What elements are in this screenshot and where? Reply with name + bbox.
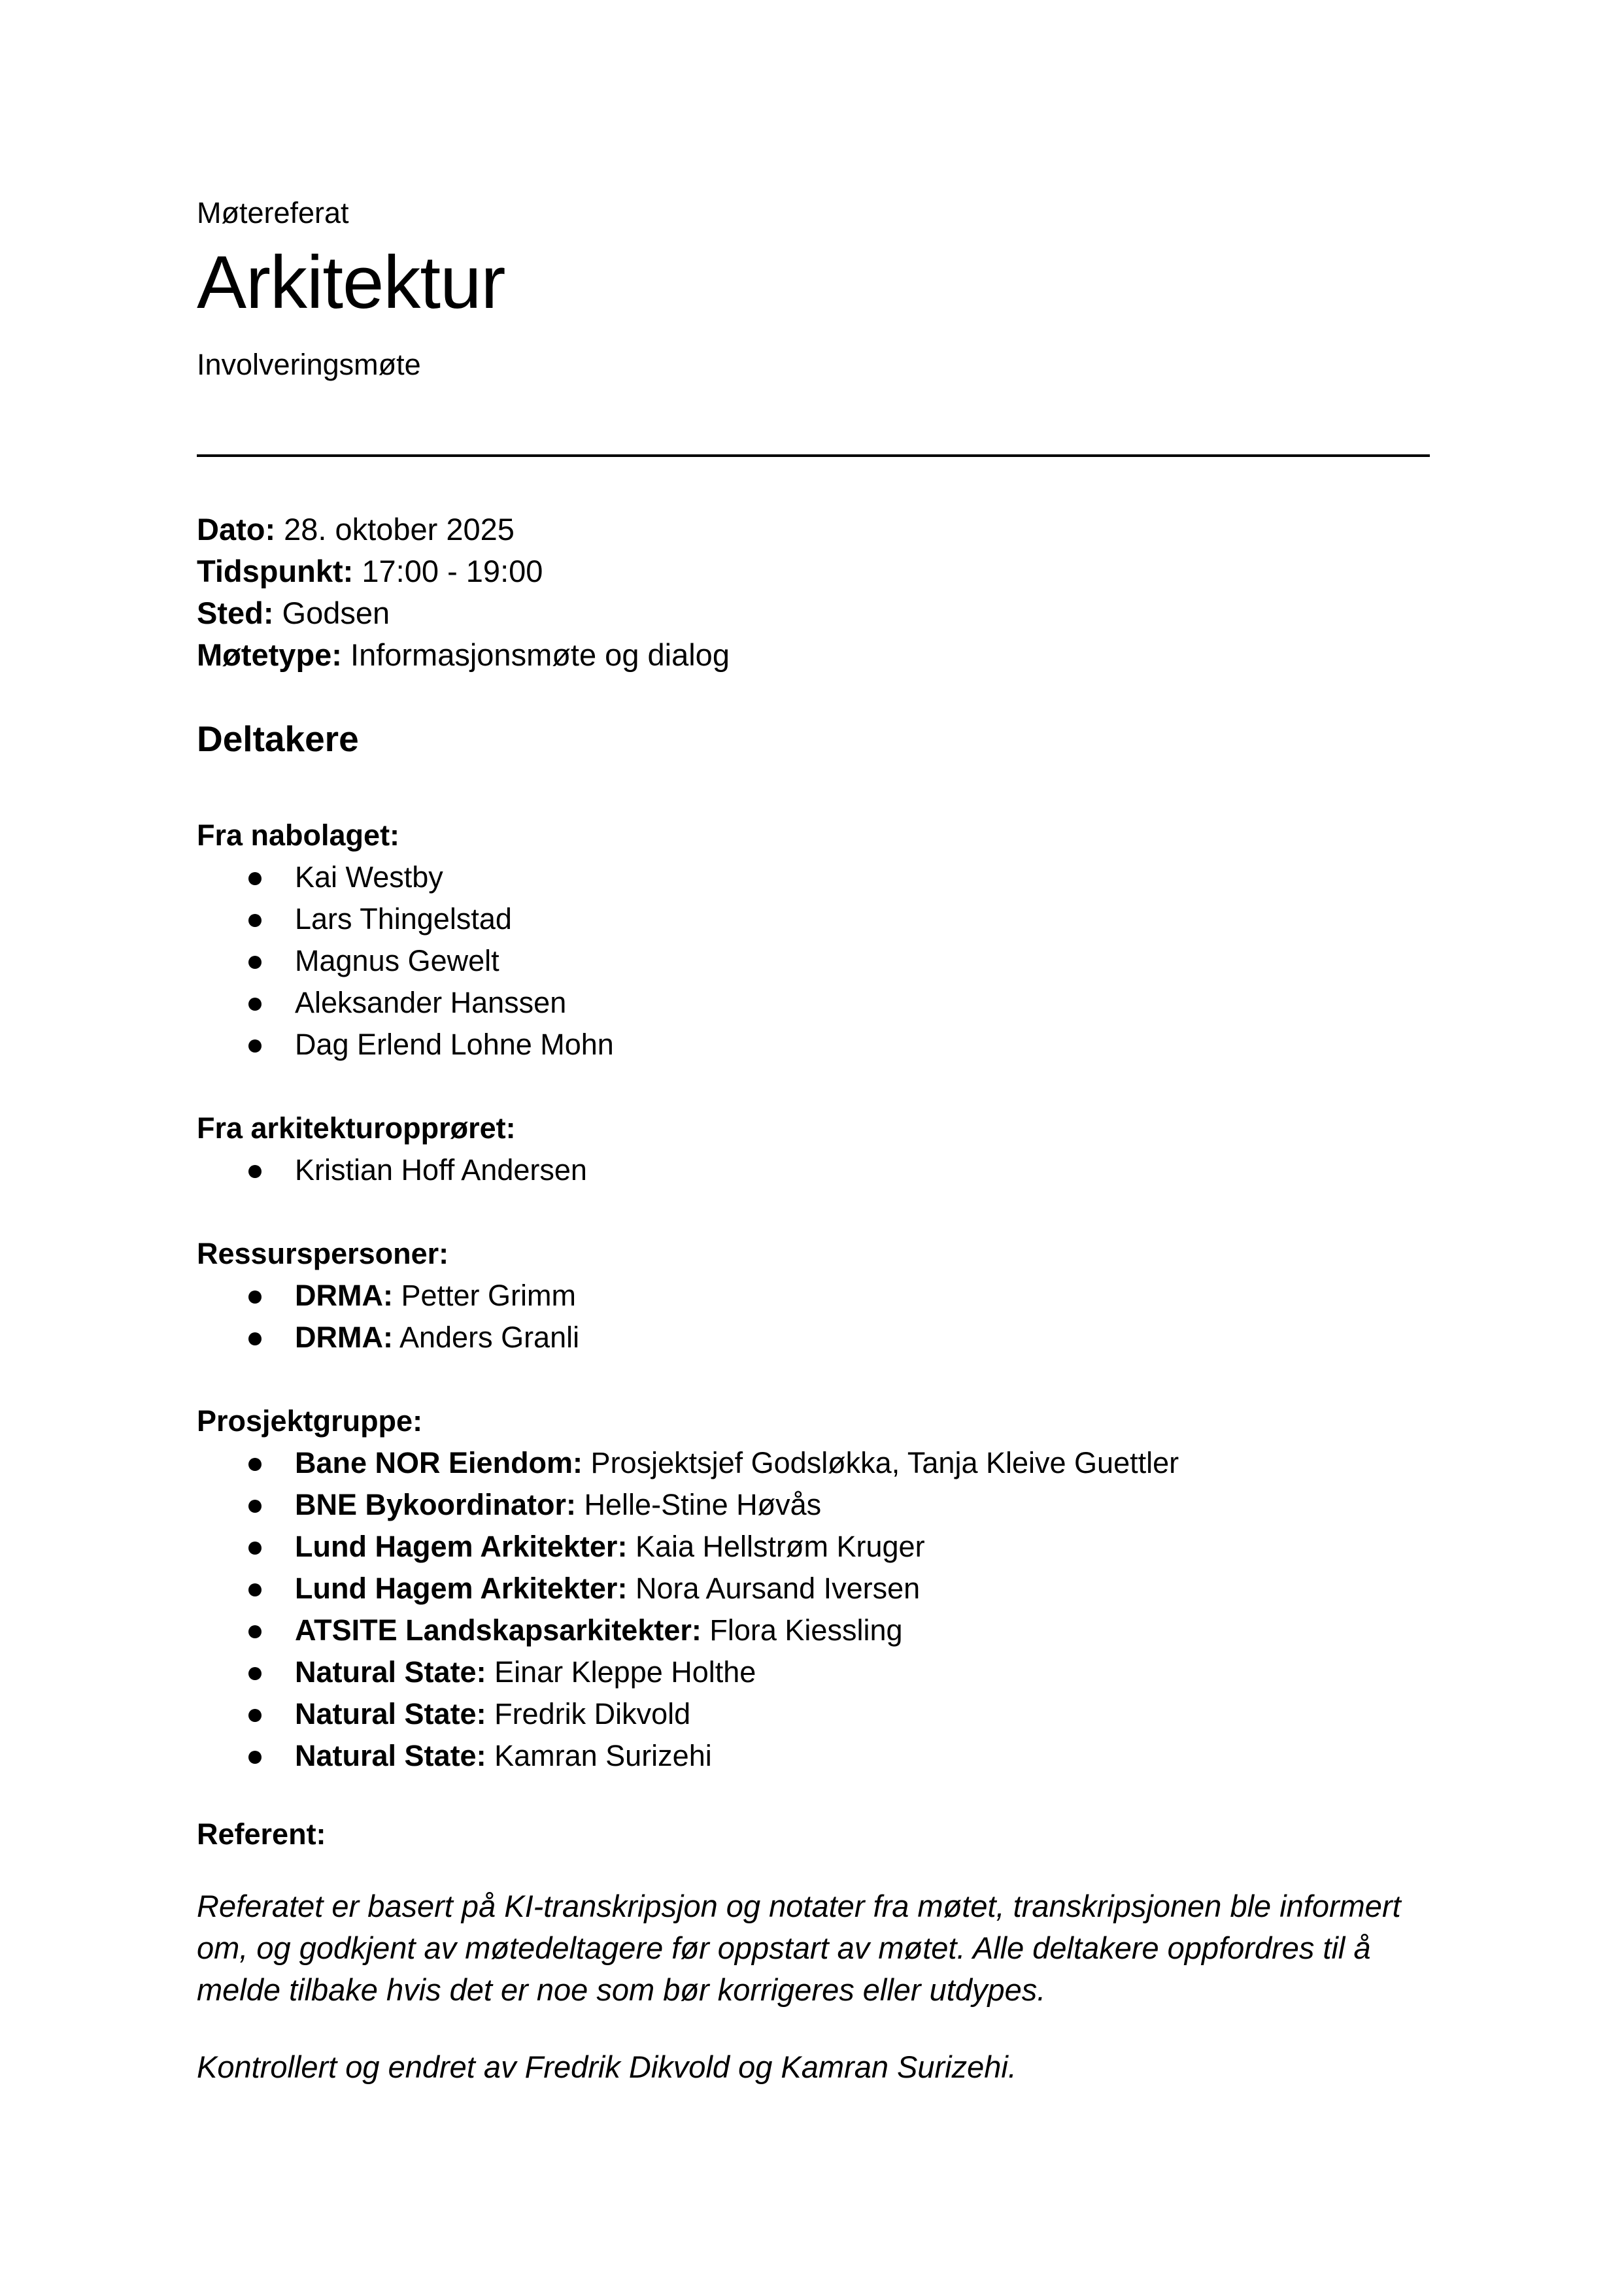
group-heading: Fra nabolaget: xyxy=(197,818,400,852)
meta-value: Godsen xyxy=(273,596,390,630)
meta-date xyxy=(197,509,730,550)
group-project-team xyxy=(197,1400,1179,1777)
meta-value: 28. oktober 2025 xyxy=(275,512,515,547)
list-item: Natural State: Einar Kleppe Holthe xyxy=(197,1651,1179,1693)
bullet-icon xyxy=(248,1165,262,1178)
bullet-icon xyxy=(248,1039,262,1053)
group-resource-persons xyxy=(197,1233,579,1358)
group-heading: Prosjektgruppe: xyxy=(197,1404,423,1438)
bullet-icon xyxy=(248,872,262,885)
bullet-icon xyxy=(248,1667,262,1680)
meta-value: Informasjonsmøte og dialog xyxy=(341,637,730,672)
meta-label: Møtetype: xyxy=(197,637,342,672)
bullet-icon xyxy=(248,1542,262,1555)
list-item: Kristian Hoff Andersen xyxy=(197,1149,587,1191)
bullet-icon xyxy=(248,1751,262,1764)
bullet-icon xyxy=(248,1709,262,1722)
list-item: Lund Hagem Arkitekter: Kaia Hellstrøm Kruger xyxy=(197,1526,1179,1568)
bullet-icon xyxy=(248,998,262,1011)
referent-note: Referatet er basert på KI-transkripsjon og notater fra møtet, transkripsjonen ble informert om, og godkjent av møtedeltagere før oppstart av møtet. Alle deltakere oppfordres til å melde tilbake hvis det er noe som bør korrigeres eller utdypes. xyxy=(197,1889,1401,2007)
bullet-icon xyxy=(248,1458,262,1471)
meta-label: Tidspunkt: xyxy=(197,554,354,588)
referent-controlled: Kontrollert og endret av Fredrik Dikvold og Kamran Surizehi. xyxy=(197,2049,1017,2084)
bullet-icon xyxy=(248,914,262,927)
list-item: DRMA: Petter Grimm xyxy=(197,1275,579,1317)
group-heading: Fra arkitekturopprøret: xyxy=(197,1111,516,1145)
list-item: Natural State: Kamran Surizehi xyxy=(197,1735,1179,1777)
referent-heading: Referent: xyxy=(197,1817,326,1851)
group-neighbourhood xyxy=(197,815,614,1066)
list-item: Bane NOR Eiendom: Prosjektsjef Godsløkka, Tanja Kleive Guettler xyxy=(197,1442,1179,1484)
bullet-icon xyxy=(248,956,262,969)
bullet-icon xyxy=(248,1290,262,1304)
bullet-icon xyxy=(248,1332,262,1345)
list-item: Lars Thingelstad xyxy=(197,898,614,940)
list-item: Natural State: Fredrik Dikvold xyxy=(197,1693,1179,1735)
group-architecture-uprising xyxy=(197,1107,587,1191)
meta-time xyxy=(197,550,730,592)
list-item: BNE Bykoordinator: Helle-Stine Høvås xyxy=(197,1484,1179,1526)
participants-heading: Deltakere xyxy=(197,718,359,759)
list-item: Magnus Gewelt xyxy=(197,940,614,982)
meta-label: Dato: xyxy=(197,512,276,547)
list-item: Dag Erlend Lohne Mohn xyxy=(197,1024,614,1066)
meta-label: Sted: xyxy=(197,596,274,630)
meeting-meta xyxy=(197,509,730,676)
meta-value: 17:00 - 19:00 xyxy=(353,554,543,588)
divider xyxy=(197,454,1430,457)
page-subtitle: Involveringsmøte xyxy=(197,348,421,381)
document-kicker: Møtereferat xyxy=(197,196,349,229)
meta-place xyxy=(197,592,730,634)
page-title: Arkitektur xyxy=(197,241,505,324)
bullet-icon xyxy=(248,1583,262,1596)
list-item: Aleksander Hanssen xyxy=(197,982,614,1024)
list-item: Kai Westby xyxy=(197,856,614,898)
meta-type xyxy=(197,634,730,676)
bullet-icon xyxy=(248,1500,262,1513)
group-heading: Ressurspersoner: xyxy=(197,1237,449,1270)
list-item: ATSITE Landskapsarkitekter: Flora Kiessling xyxy=(197,1610,1179,1651)
list-item: DRMA: Anders Granli xyxy=(197,1317,579,1358)
bullet-icon xyxy=(248,1625,262,1638)
list-item: Lund Hagem Arkitekter: Nora Aursand Iversen xyxy=(197,1568,1179,1610)
